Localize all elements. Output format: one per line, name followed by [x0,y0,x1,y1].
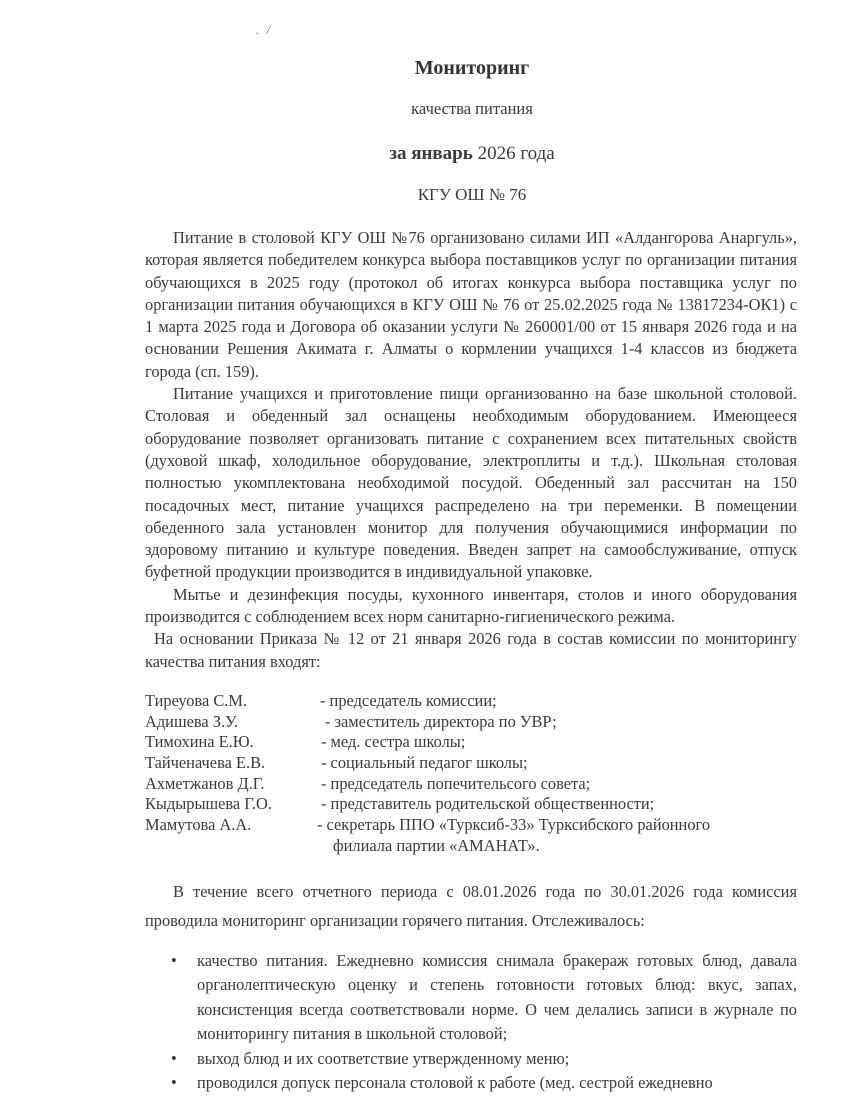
report-period-month: за январь [389,143,473,164]
paragraph-canteen: Питание учащихся и приготовление пищи организованно на базе школьной столовой. Столовая и обеденный зал оснащены необходимым оборудованием. Имеющееся оборудование позволяет организовать питание с сохранением всех питательных свойств (духовой шкаф, холодильное оборудование, электроплиты и т.д.). Школьная столовая полностью укомплектована необходимой посудой. Обеденный зал рассчитан на 150 посадочных мест, питание учащихся распределено на три переменки. В помещении обеденного зала установлен монитор для получения обучающимися информации по здоровому питанию и культуре поведения. Введен запрет на самообслуживание, отпуск буфетной продукции производится в индивидуальной упаковке. [145,384,797,582]
commission-member [145,732,797,753]
paragraph-disinfection: Мытье и дезинфекция посуды, кухонного инвентаря, столов и иного оборудования производится с соблюдением всех норм санитарно-гигиенического режима. [145,584,797,627]
member-name: Тиреуова С.М. [145,690,248,710]
member-role-block [325,712,557,733]
commission-member [145,691,797,712]
monitoring-items-list [145,949,797,1096]
member-role: - заместитель директора по УВР; [325,711,557,731]
bullet-icon: • [171,950,177,970]
member-role: - председатель попечительсого совета; [321,773,591,793]
member-name: Ахметжанов Д.Г. [145,773,265,793]
document-body [145,227,797,1096]
commission-member [145,774,797,795]
document-title: Мониторинг [414,57,530,79]
member-name: Мамутова А.А. [145,815,252,835]
paragraph-supplier: Питание в столовой КГУ ОШ №76 организовано силами ИП «Алдангорова Анаргуль», которая является победителем конкурса выбора поставщиков услуг по организации питания обучающихся в 2025 году (протокол об итогах конкурса выбора поставщика услуг по организации питания обучающихся в КГУ ОШ № 76 от 25.02.2025 года № 13817234-ОК1) с 1 марта 2025 года и Договора об оказании услуги № 260001/00 от 15 января 2026 года и на основании Решения Акимата г. Алматы о кормлении учащихся 1-4 классов из бюджета города (сп. 159). [145,228,797,381]
report-period [0,143,850,165]
document-subtitle: качества питания [411,99,533,118]
member-role-continuation: филиала партии «АМАНАТ». [333,835,540,855]
member-name: Тимохина Е.Ю. [145,732,254,752]
commission-member [145,815,797,856]
report-period-year: 2026 года [472,143,555,164]
commission-member [145,712,797,733]
commission-member [145,794,797,815]
corner-pen-mark: . / [256,22,273,37]
list-item-text: выход блюд и их соответствие утвержденному меню; [197,1048,570,1068]
paragraph-monitoring-period: В течение всего отчетного периода с 08.01.2026 года по 30.01.2026 года комиссия проводила мониторинг организации горячего питания. Отслеживалось: [145,881,797,930]
list-item-text: качество питания. Ежедневно комиссия снимала бракераж готовых блюд, давала органолептическую оценку и степень готовности готовых блюд: вкус, запах, консистенция всегда соответствовали норме. О чем делались записи в журнале по мониторингу питания в школьной столовой; [197,950,797,1044]
member-role-block [321,753,528,774]
organization-name: КГУ ОШ № 76 [417,185,527,204]
member-role: - секретарь ППО «Турксиб-33» Турксибского районного [317,815,711,835]
list-item-text: проводился допуск персонала столовой к работе (мед. сестрой ежедневно [197,1073,713,1093]
member-name: Кыдырышева Г.О. [145,794,272,814]
list-item [145,1047,797,1072]
member-role: - председатель комиссии; [320,690,497,710]
paragraph-order: На основании Приказа № 12 от 21 января 2026 года в состав комиссии по мониторингу качества питания входят: [145,629,797,671]
member-role-block [320,691,497,712]
list-item [145,1071,797,1096]
member-name: Адишева З.У. [145,711,239,731]
member-role: - представитель родительской общественности; [321,794,655,814]
bullet-icon: • [171,1073,177,1093]
bullet-icon: • [171,1048,177,1068]
member-role-block [321,732,465,753]
member-role: - социальный педагог школы; [321,753,528,773]
list-item [145,949,797,1047]
member-role-block [321,794,654,815]
member-role-block [321,774,590,795]
commission-list [145,691,797,857]
member-role-block [317,815,710,856]
member-name: Тайченачева Е.В. [145,753,266,773]
member-role: - мед. сестра школы; [321,732,466,752]
commission-member [145,753,797,774]
